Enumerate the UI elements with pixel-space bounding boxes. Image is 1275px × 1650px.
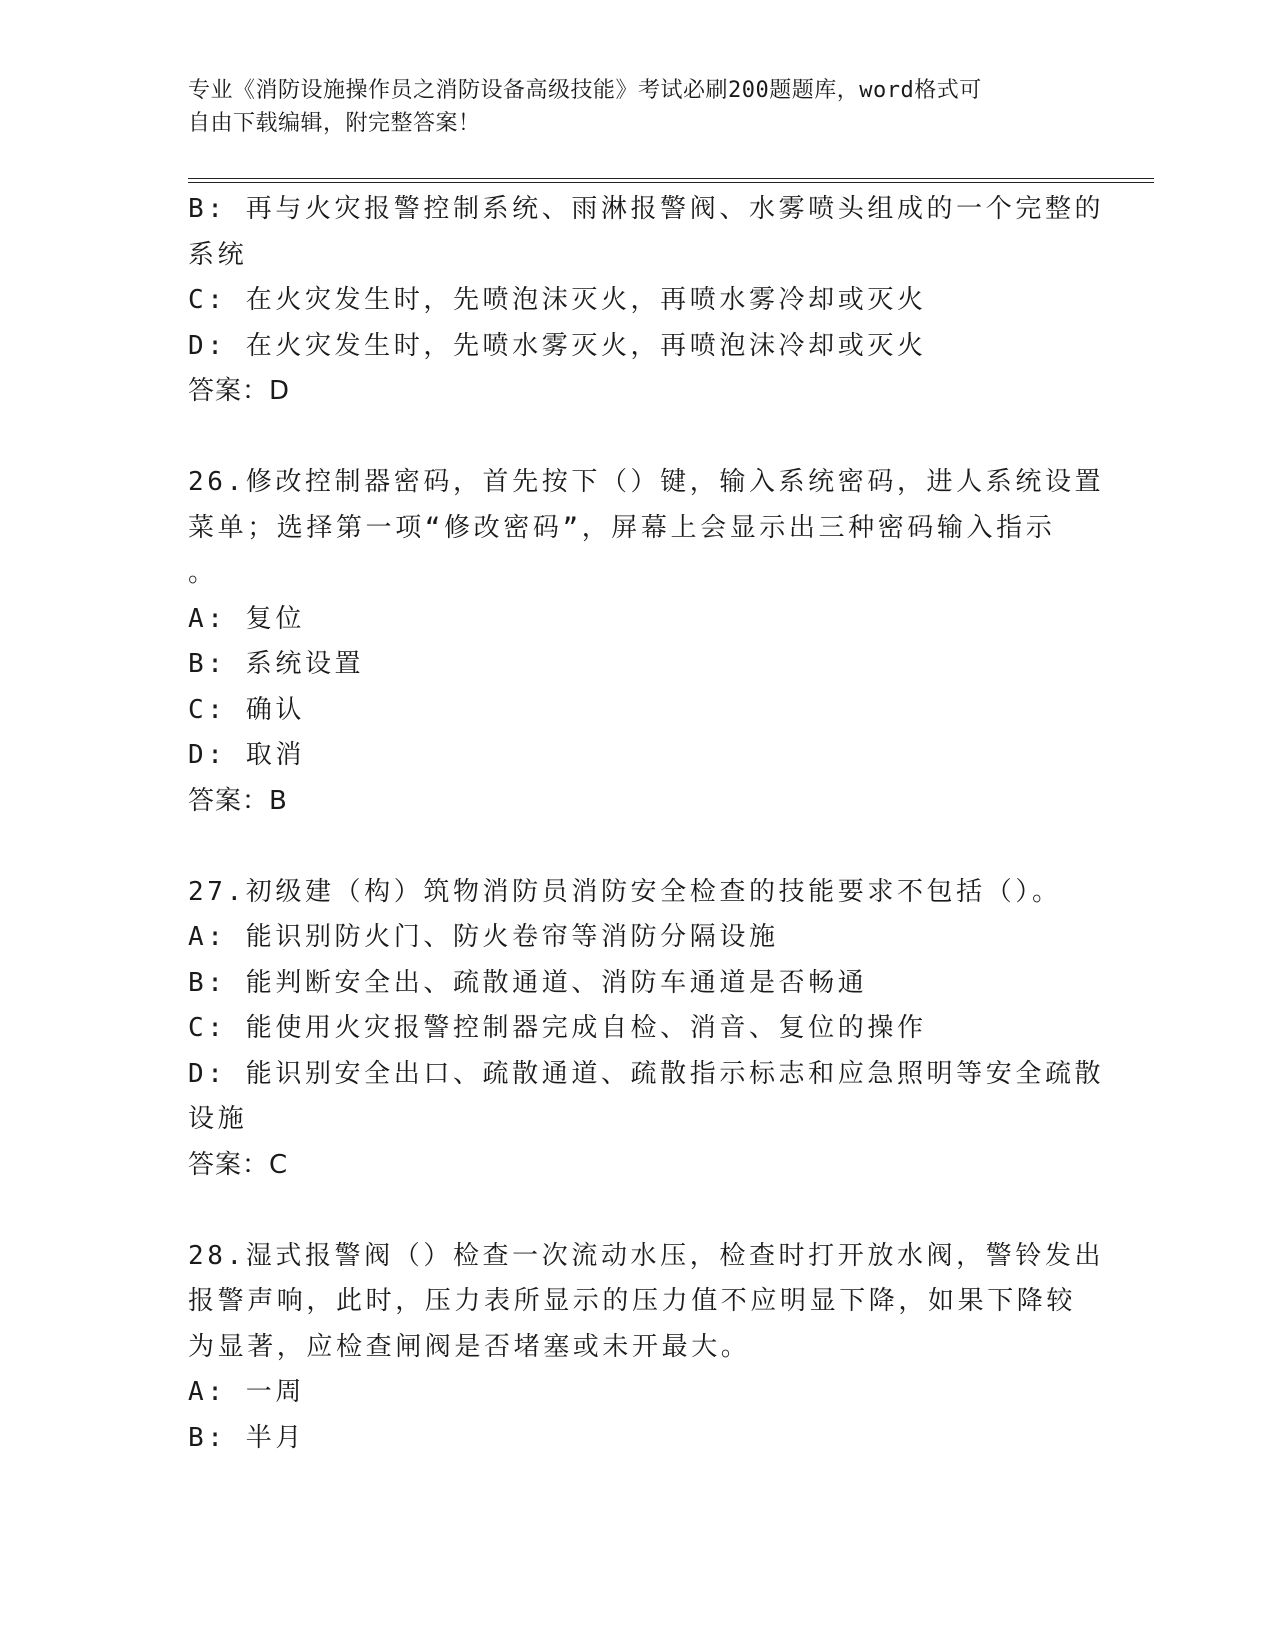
q28-option-a: A: 一周	[188, 1377, 305, 1407]
q28-stem-line-1: 28.湿式报警阀（）检查一次流动水压，检查时打开放水阀，警铃发出	[188, 1240, 1105, 1271]
q27-option-a: A: 能识别防火门、防火卷帘等消防分隔设施	[188, 922, 779, 952]
q27-stem: 27.初级建（构）筑物消防员消防安全检查的技能要求不包括（）。	[188, 876, 1062, 907]
q26-option-a: A: 复位	[188, 603, 305, 634]
q25-option-d: D: 在火灾发生时，先喷水雾灭火，再喷泡沫冷却或灭火	[188, 330, 927, 361]
q25-option-c: C: 在火灾发生时，先喷泡沫灭火，再喷水雾冷却或灭火	[188, 285, 927, 315]
q25-option-b-line-2: 系统	[188, 239, 248, 270]
page-header	[188, 74, 1068, 140]
q27-option-d-line-1: D: 能识别安全出口、疏散通道、疏散指示标志和应急照明等安全疏散	[188, 1058, 1105, 1089]
q26-stem-line-2: 菜单；选择第一项“修改密码”，屏幕上会显示出三种密码输入指示	[188, 512, 1056, 543]
spacer	[188, 1188, 1088, 1234]
q27-option-d-line-2: 设施	[188, 1104, 248, 1134]
q26-stem-line-3: 。	[188, 558, 218, 588]
question-26	[188, 460, 1105, 824]
question-25-continuation	[188, 187, 1105, 415]
header-divider	[188, 178, 1154, 183]
q27-option-b: B: 能判断安全出、疏散通道、消防车通道是否畅通	[188, 967, 868, 998]
header-line-2: 自由下载编辑，附完整答案！	[188, 111, 481, 136]
q26-option-d: D: 取消	[188, 740, 305, 770]
spacer	[188, 415, 1088, 461]
q25-answer: 答案：D	[188, 376, 291, 406]
q27-answer: 答案：C	[188, 1149, 289, 1180]
q28-stem-line-3: 为显著，应检查闸阀是否堵塞或未开最大。	[188, 1331, 751, 1362]
q26-answer: 答案：B	[188, 785, 288, 816]
q26-stem-line-1: 26.修改控制器密码，首先按下（）键，输入系统密码，进人系统设置	[188, 467, 1105, 497]
question-28	[188, 1234, 1105, 1462]
q28-stem-line-2: 报警声响，此时，压力表所显示的压力值不应明显下降，如果下降较	[188, 1286, 1077, 1316]
spacer	[188, 824, 1088, 870]
q28-option-b: B: 半月	[188, 1422, 305, 1453]
q25-option-b-line-1: B: 再与火灾报警控制系统、雨淋报警阀、水雾喷头组成的一个完整的	[188, 194, 1105, 224]
question-27	[188, 870, 1105, 1189]
q27-option-c: C: 能使用火灾报警控制器完成自检、消音、复位的操作	[188, 1013, 927, 1043]
header-line-1: 专业《消防设施操作员之消防设备高级技能》考试必刷200题题库，word格式可	[188, 78, 982, 103]
question-content	[188, 187, 1105, 1461]
q26-option-b: B: 系统设置	[188, 649, 365, 679]
q26-option-c: C: 确认	[188, 694, 305, 725]
